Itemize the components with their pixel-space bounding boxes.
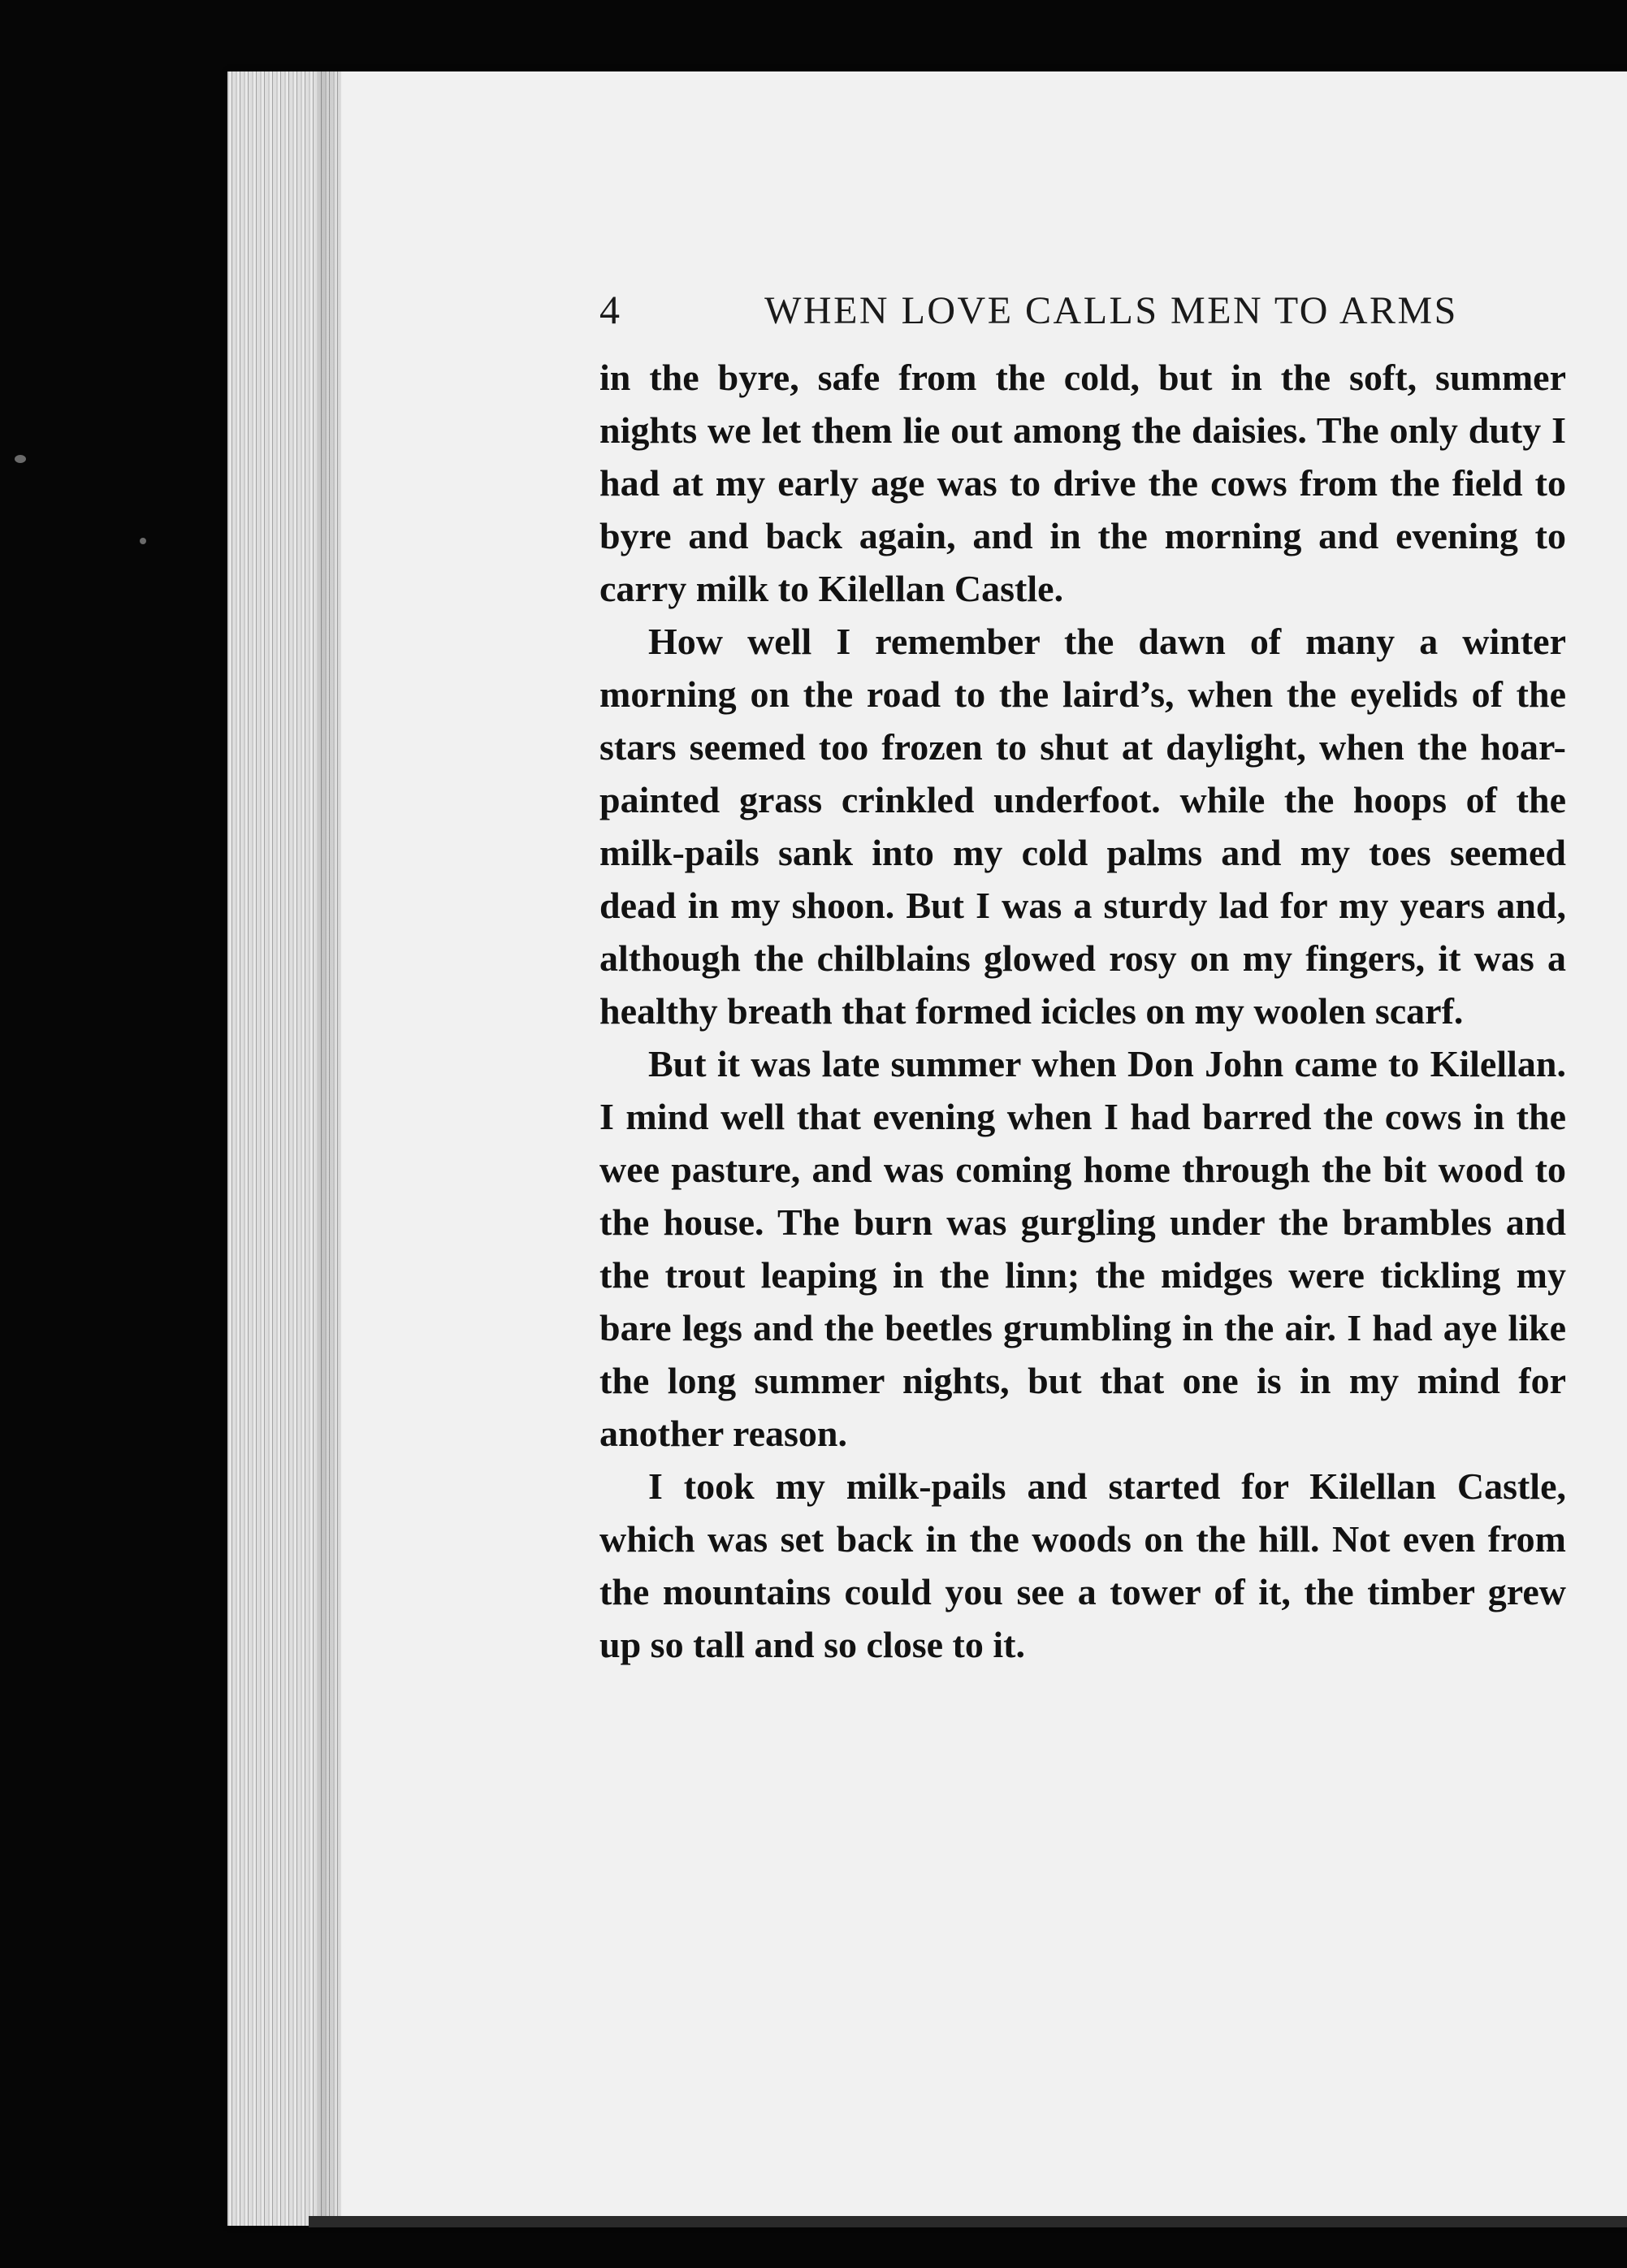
- body-text: [599, 351, 1566, 1671]
- page-number: 4: [599, 287, 621, 332]
- paragraph: I took my milk-pails and started for Kilellan Castle, which was set back in the woods on the hill. Not even from the mountains could you see a tower of it, the timber grew up so tall and so close to it.: [599, 1465, 1566, 1665]
- scan-speck: [15, 455, 26, 463]
- running-head-title: WHEN LOVE CALLS MEN TO ARMS: [764, 289, 1458, 332]
- scan-speck: [140, 538, 146, 544]
- page-text-area: [599, 286, 1566, 1671]
- page-bottom-edge: [309, 2216, 1627, 2227]
- paragraph: in the byre, safe from the cold, but in the soft, summer nights we let them lie out among the daisies. The only duty I had at my early age was to drive the cows from the field to byre and back again, and in the morning and evening to carry milk to Kilellan Castle.: [599, 357, 1566, 609]
- gutter-shadow: [318, 71, 343, 2226]
- paragraph: How well I remember the dawn of many a winter morning on the road to the laird’s, when the eyelids of the stars seemed too frozen to shut at daylight, when the hoar-painted grass crinkled underfoot. while the hoops of the milk-pails sank into my cold palms and my toes seemed dead in my shoon. But I was a sturdy lad for my years and, although the chilblains glowed rosy on my fingers, it was a healthy breath that formed icicles on my woolen scarf.: [599, 621, 1566, 1032]
- running-head: [599, 286, 1566, 351]
- paragraph: But it was late summer when Don John came to Kilellan. I mind well that evening when I had barred the cows in the wee pasture, and was coming home through the bit wood to the house. The burn was gurgling under the brambles and the trout leaping in the linn; the midges were tickling my bare legs and the beetles grumbling in the air. I had aye like the long summer nights, but that one is in my mind for another reason.: [599, 1043, 1566, 1454]
